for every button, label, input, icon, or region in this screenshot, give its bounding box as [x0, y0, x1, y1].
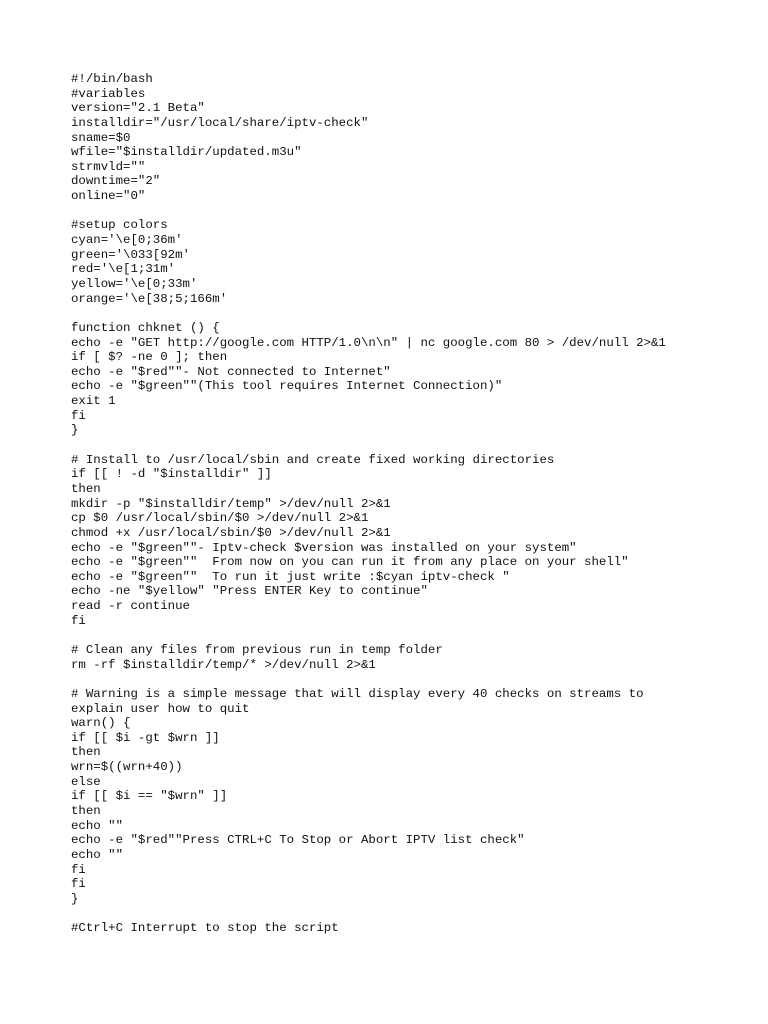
- code-line: strmvld="": [71, 159, 146, 174]
- code-line: }: [71, 423, 79, 438]
- code-line: cp $0 /usr/local/sbin/$0 >/dev/null 2>&1: [71, 511, 369, 526]
- code-line: echo -e "$green"" To run it just write :$cyan iptv-check ": [71, 569, 510, 584]
- code-line: sname=$0: [71, 130, 131, 145]
- code-line: installdir="/usr/local/share/iptv-check": [71, 115, 369, 130]
- code-line: [71, 672, 751, 687]
- code-line: function chknet () {: [71, 320, 220, 335]
- code-line: red='\e[1;31m': [71, 262, 176, 277]
- code-line: echo -e "$red""- Not connected to Internet": [71, 364, 391, 379]
- code-line: fi: [71, 862, 86, 877]
- code-line: #!/bin/bash: [71, 72, 153, 86]
- code-line: [71, 907, 751, 922]
- code-line: if [[ ! -d "$installdir" ]]: [71, 467, 272, 482]
- code-line: #variables: [71, 86, 146, 101]
- code-line: fi: [71, 408, 86, 423]
- code-line: exit 1: [71, 394, 116, 409]
- code-line: echo -e "$red""Press CTRL+C To Stop or Abort IPTV list check": [71, 833, 525, 848]
- code-line: green='\033[92m': [71, 247, 190, 262]
- code-line: else: [71, 774, 101, 789]
- code-line: # Install to /usr/local/sbin and create fixed working directories: [71, 452, 555, 467]
- code-line: echo -e "$green"" From now on you can run it from any place on your shell": [71, 555, 629, 570]
- code-line: echo -ne "$yellow" "Press ENTER Key to continue": [71, 584, 428, 599]
- code-line: wfile="$installdir/updated.m3u": [71, 145, 302, 160]
- code-line: explain user how to quit: [71, 701, 250, 716]
- code-line: fi: [71, 877, 86, 892]
- code-line: echo -e "GET http://google.com HTTP/1.0\n\n" | nc google.com 80 > /dev/null 2>&1: [71, 335, 666, 350]
- code-line: # Warning is a simple message that will display every 40 checks on streams to: [71, 686, 644, 701]
- code-line: #Ctrl+C Interrupt to stop the script: [71, 921, 339, 936]
- code-line: [71, 204, 751, 219]
- code-line: chmod +x /usr/local/sbin/$0 >/dev/null 2>&1: [71, 525, 391, 540]
- code-line: version="2.1 Beta": [71, 101, 205, 116]
- code-line: then: [71, 481, 101, 496]
- code-line: wrn=$((wrn+40)): [71, 760, 183, 775]
- code-line: then: [71, 804, 101, 819]
- code-line: downtime="2": [71, 174, 161, 189]
- code-line: warn() {: [71, 716, 131, 731]
- code-listing: [71, 72, 751, 936]
- code-line: if [ $? -ne 0 ]; then: [71, 350, 228, 365]
- code-line: if [[ $i -gt $wrn ]]: [71, 730, 220, 745]
- code-line: orange='\e[38;5;166m': [71, 291, 228, 306]
- code-line: echo "": [71, 818, 124, 833]
- code-line: fi: [71, 613, 86, 628]
- code-line: rm -rf $installdir/temp/* >/dev/null 2>&1: [71, 657, 376, 672]
- code-line: #setup colors: [71, 218, 168, 233]
- code-line: # Clean any files from previous run in temp folder: [71, 642, 443, 657]
- code-line: echo -e "$green""- Iptv-check $version was installed on your system": [71, 540, 577, 555]
- code-line: yellow='\e[0;33m': [71, 276, 198, 291]
- code-line: cyan='\e[0;36m': [71, 233, 183, 248]
- code-line: if [[ $i == "$wrn" ]]: [71, 789, 228, 804]
- code-line: read -r continue: [71, 599, 190, 614]
- code-line: echo -e "$green""(This tool requires Internet Connection)": [71, 379, 503, 394]
- code-line: mkdir -p "$installdir/temp" >/dev/null 2>&1: [71, 496, 391, 511]
- code-line: online="0": [71, 189, 146, 204]
- code-line: [71, 306, 751, 321]
- code-line: [71, 628, 751, 643]
- code-line: then: [71, 745, 101, 760]
- code-line: [71, 438, 751, 453]
- code-line: }: [71, 891, 79, 906]
- code-line: echo "": [71, 847, 124, 862]
